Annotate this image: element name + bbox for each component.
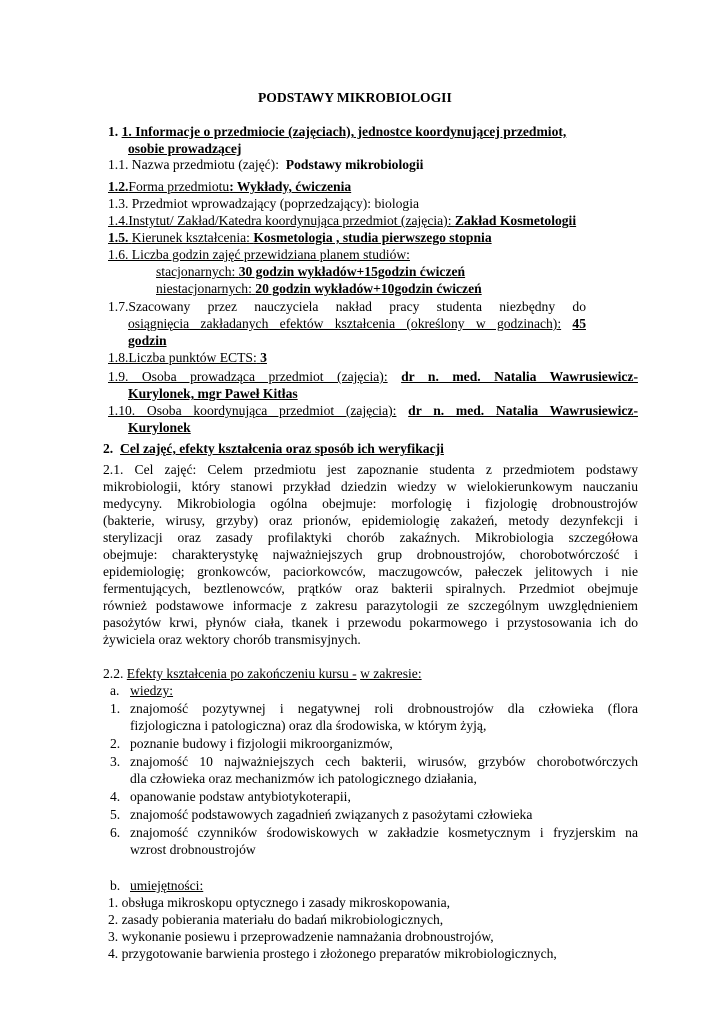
- item-1-1-label: 1.1. Nazwa przedmiotu (zajęć):: [108, 157, 279, 172]
- para-2-1-line-2: mikrobiologii, który stanowi przykład dziedzin wiedzy w wielokierunkowym nauczaniu: [103, 479, 638, 494]
- item-1-5-label: Kierunek kształcenia:: [131, 230, 250, 245]
- page-title: PODSTAWY MIKROBIOLOGII: [258, 90, 452, 105]
- wiedza-5-num: 5.: [110, 807, 121, 822]
- item-1-8-label: 1.8.Liczba punktów ECTS:: [108, 350, 257, 365]
- item-1-9-line-1: [108, 370, 638, 384]
- para-2-1-line-5: sterylizacji oraz zasady profilaktyki chorób zakaźnych. Mikrobiologia szczegółowa: [103, 530, 638, 545]
- item-1-6-niestac-label: niestacjonarnych:: [156, 281, 252, 296]
- umiejetnosci-label: umiejętności:: [130, 878, 204, 893]
- umiejetnosci-item-1: 1. obsługa mikroskopu optycznego i zasady mikroskopowania,: [108, 895, 451, 910]
- wiedza-4-num: 4.: [110, 789, 121, 804]
- para-2-1-line-11: żywiciela oraz wektory chorób transmisyjnych.: [103, 632, 361, 647]
- effects-heading-tail: w zakresie:: [360, 666, 422, 681]
- section-1-heading-text: 1. Informacje o przedmiocie (zajęciach), jednostce koordynującej przedmiot,: [121, 124, 567, 139]
- para-2-1-line-1: 2.1. Cel zajęć: Celem przedmiotu jest zapoznanie studenta z przedmiotem podstawy: [103, 462, 638, 477]
- wiedza-letter: a.: [110, 683, 120, 698]
- wiedza-6-line-1: znajomość czynników środowiskowych w zakładzie kosmetycznym i fryzjerskim na: [130, 825, 638, 840]
- item-1-9-label: 1.9. Osoba prowadząca przedmiot (zajęcia):: [108, 369, 388, 384]
- wiedza-3-num: 3.: [110, 754, 121, 769]
- umiejetnosci-item-3: 3. wykonanie posiewu i przeprowadzenie namnażania drobnoustrojów,: [108, 929, 494, 944]
- para-2-1-line-7: epidemiologię; gronkowców, paciorkowców, maczugowców, pałeczek jelitowych i nie: [103, 564, 638, 579]
- item-1-3: 1.3. Przedmiot wprowadzający (poprzedzający): biologia: [108, 196, 420, 211]
- section-2-heading-num: 2.: [103, 441, 114, 456]
- item-1-6-niestacjonarne: [156, 282, 482, 296]
- item-1-7-line-3: godzin: [128, 333, 167, 348]
- wiedza-6-num: 6.: [110, 825, 121, 840]
- section-1-heading-cont: osobie prowadzącej: [128, 141, 242, 156]
- wiedza-3-line-1: znajomość 10 najważniejszych cech bakterii, wirusów, grzybów chorobotwórczych: [130, 754, 638, 769]
- section-2-heading: [103, 442, 444, 456]
- item-1-2-label: Forma przedmiotu: [128, 179, 230, 194]
- item-1-2-value: : Wykłady, ćwiczenia: [229, 179, 352, 194]
- item-1-5-value: Kosmetologia , studia pierwszego stopnia: [253, 230, 492, 245]
- item-1-9-value: dr n. med. Natalia Wawrusiewicz-: [401, 369, 638, 384]
- item-1-9-line-2: Kurylonek, mgr Paweł Kitłas: [128, 386, 298, 401]
- item-1-2-num: 1.2.: [108, 179, 129, 194]
- wiedza-3-line-2: dla człowieka oraz mechanizmów ich patologicznego działania,: [130, 771, 477, 786]
- section-1-heading: 1. 1. Informacje o przedmiocie (zajęciach), jednostce koordynującej przedmiot,: [108, 124, 567, 139]
- para-2-1-line-10: pasożytów krwi, płynów ciała, tkanek i przewodu pokarmowego i przystosowania ich do: [103, 615, 638, 630]
- section-2-heading-text: Cel zajęć, efekty kształcenia oraz sposób ich weryfikacji: [120, 441, 444, 456]
- item-1-7-label: osiągnięcia zakładanych efektów kształcenia (określony w godzinach):: [128, 316, 562, 331]
- item-1-6-niestac-value: 20 godzin wykładów+10godzin ćwiczeń: [255, 281, 482, 296]
- item-1-5-num: 1.5.: [108, 230, 129, 245]
- wiedza-1-num: 1.: [110, 701, 121, 716]
- wiedza-4-line-1: opanowanie podstaw antybiotykoterapii,: [130, 789, 351, 804]
- effects-num: 2.2.: [103, 666, 124, 681]
- item-1-10-line-2: Kurylonek: [128, 420, 191, 435]
- item-1-2: [108, 180, 351, 194]
- item-1-8: [108, 351, 267, 365]
- item-1-10-line-1: [108, 404, 638, 418]
- umiejetnosci-letter: b.: [110, 878, 121, 893]
- item-1-6-stac-value: 30 godzin wykładów+15godzin ćwiczeń: [238, 264, 466, 279]
- item-1-10-label: 1.10. Osoba koordynująca przedmiot (zajęcia):: [108, 403, 397, 418]
- item-1-6-stac-label: stacjonarnych:: [156, 264, 236, 279]
- para-2-1-line-9: również podstawowe informacje z zakresu parazytologii ze szczególnym uwzględnieniem: [103, 598, 638, 613]
- effects-heading-text: Efekty kształcenia po zakończeniu kursu -: [126, 666, 357, 681]
- item-1-4: [108, 214, 576, 228]
- item-1-7-value: 45: [572, 316, 586, 331]
- wiedza-1-line-1: znajomość pozytywnej i negatywnej roli drobnoustrojów dla człowieka (flora: [130, 701, 638, 716]
- wiedza-2-line-1: poznanie budowy i fizjologii mikroorganizmów,: [130, 736, 393, 751]
- umiejetnosci-item-4: 4. przygotowanie barwienia prostego i złożonego preparatów mikrobiologicznych,: [108, 946, 557, 961]
- umiejetnosci-item-2: 2. zasady pobierania materiału do badań mikrobiologicznych,: [108, 912, 444, 927]
- para-2-1-line-8: fermentujących, beztlenowców, prątków oraz bakterii spiralnych. Przedmiot obejmuje: [103, 581, 638, 596]
- item-1-5: [108, 231, 492, 245]
- para-2-1-line-4: (bakterie, wirusy, grzyby) oraz prionów, epidemiologię zakażeń, metody dezynfekcji i: [103, 513, 638, 528]
- item-1-7-line-2: [128, 317, 586, 331]
- item-1-1: [108, 158, 423, 172]
- item-1-7-line-1: 1.7.Szacowany przez nauczyciela nakład pracy studenta niezbędny do: [108, 299, 586, 314]
- wiedza-2-num: 2.: [110, 736, 121, 751]
- item-1-4-value: Zakład Kosmetologii: [454, 213, 577, 228]
- effects-heading: [103, 667, 422, 681]
- para-2-1-line-3: medycyny. Mikrobiologia ogólna obejmuje: morfologię i fizjologię drobnoustrojów: [103, 496, 638, 511]
- item-1-6-stacjonarne: [156, 265, 465, 279]
- wiedza-label: wiedzy:: [130, 683, 174, 698]
- item-1-4-label: 1.4.Instytut/ Zakład/Katedra koordynująca przedmiot (zajęcia):: [108, 213, 452, 228]
- para-2-1-line-6: obejmuje: charakterystykę najważniejszych grup drobnoustrojów, chorobotwórczość i: [103, 547, 638, 562]
- item-1-10-value: dr n. med. Natalia Wawrusiewicz-: [408, 403, 638, 418]
- wiedza-6-line-2: wzrost drobnoustrojów: [130, 842, 256, 857]
- item-1-6: 1.6. Liczba godzin zajęć przewidziana planem studiów:: [108, 247, 410, 262]
- item-1-8-value: 3: [260, 350, 267, 365]
- wiedza-5-line-1: znajomość podstawowych zagadnień związanych z pasożytami człowieka: [130, 807, 533, 822]
- item-1-1-value: Podstawy mikrobiologii: [285, 157, 424, 172]
- wiedza-1-line-2: fizjologiczna i patologiczna) oraz dla środowiska, w którym żyją,: [130, 718, 487, 733]
